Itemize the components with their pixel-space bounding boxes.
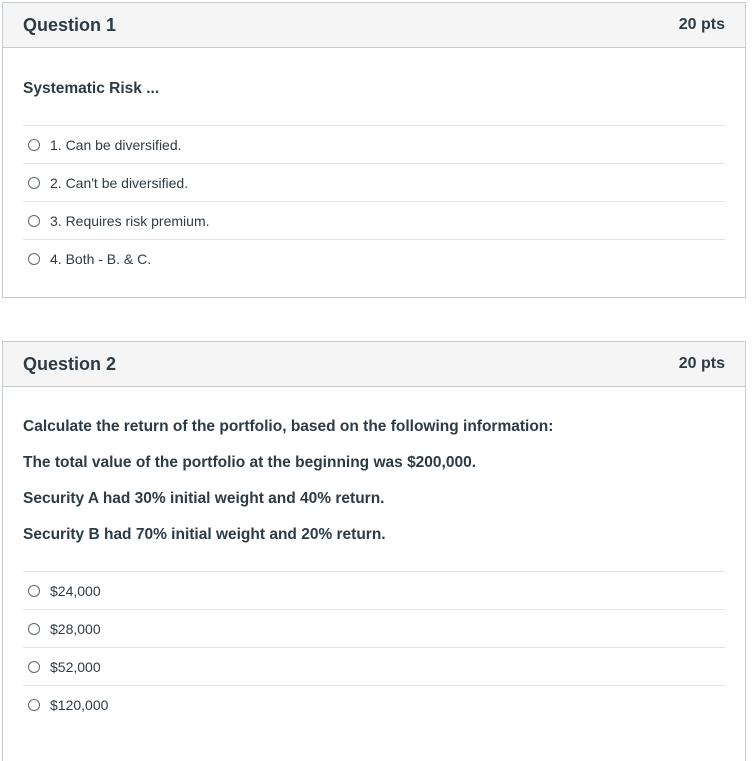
- answer-label: 1. Can be diversified.: [50, 136, 182, 153]
- answer-label: $28,000: [50, 620, 101, 637]
- answer-option[interactable]: [23, 648, 725, 686]
- answer-option[interactable]: [23, 610, 725, 648]
- radio-button[interactable]: [28, 177, 40, 189]
- question-text: [23, 387, 725, 571]
- question-text-line: Systematic Risk ...: [23, 80, 160, 97]
- question-title: Question 2: [23, 353, 117, 374]
- answer-label: 3. Requires risk premium.: [50, 212, 210, 229]
- answer-list: [23, 571, 725, 723]
- question-title: Question 1: [23, 14, 117, 35]
- question-text: [23, 48, 725, 125]
- question-1: [2, 2, 746, 298]
- radio-button[interactable]: [28, 585, 40, 597]
- question-header: [3, 342, 745, 387]
- answer-list: [23, 125, 725, 277]
- answer-option[interactable]: [23, 572, 725, 610]
- answer-option[interactable]: [23, 164, 725, 202]
- answer-label: $52,000: [50, 658, 101, 675]
- question-body: [3, 387, 745, 723]
- question-text-line: Security A had 30% initial weight and 40% return.: [23, 490, 385, 507]
- radio-button[interactable]: [28, 139, 40, 151]
- question-header: [3, 3, 745, 48]
- answer-label: 2. Can't be diversified.: [50, 174, 189, 191]
- question-points: 20 pts: [678, 16, 725, 33]
- radio-button[interactable]: [28, 699, 40, 711]
- radio-button[interactable]: [28, 661, 40, 673]
- question-text-line: Calculate the return of the portfolio, based on the following information:: [23, 418, 554, 435]
- radio-button[interactable]: [28, 253, 40, 265]
- radio-button[interactable]: [28, 623, 40, 635]
- answer-option[interactable]: [23, 202, 725, 240]
- question-2: [2, 341, 746, 761]
- answer-label: $120,000: [50, 696, 109, 713]
- answer-option[interactable]: [23, 126, 725, 164]
- answer-option[interactable]: [23, 686, 725, 723]
- question-text-line: The total value of the portfolio at the beginning was $200,000.: [23, 454, 477, 471]
- question-body: [3, 48, 745, 277]
- question-text-line: Security B had 70% initial weight and 20% return.: [23, 526, 386, 543]
- answer-option[interactable]: [23, 240, 725, 277]
- question-points: 20 pts: [678, 355, 725, 372]
- answer-label: $24,000: [50, 582, 101, 599]
- radio-button[interactable]: [28, 215, 40, 227]
- answer-label: 4. Both - B. & C.: [50, 250, 152, 267]
